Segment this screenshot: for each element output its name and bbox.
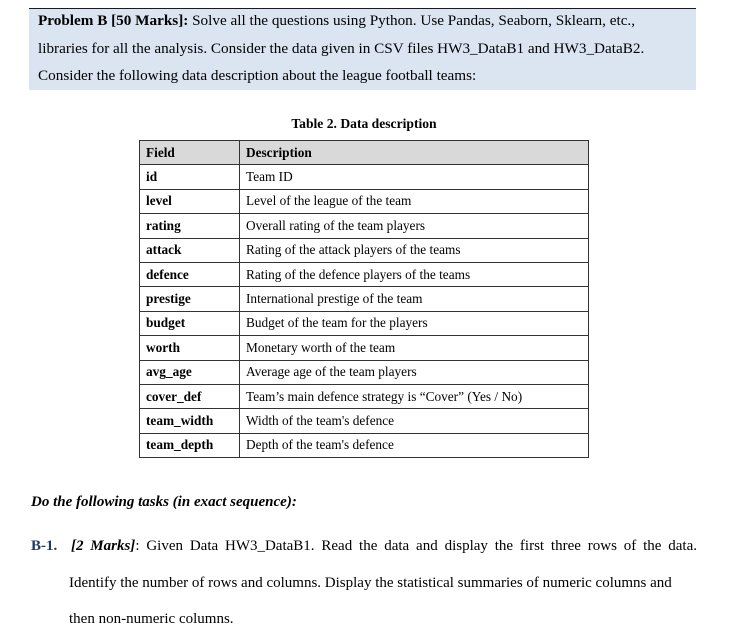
task-b1-marks: [2 Marks] (70, 538, 136, 554)
table-row (140, 287, 589, 311)
task-b1-label: B-1. (31, 538, 58, 554)
table-row (140, 189, 589, 213)
table-row (140, 336, 589, 360)
table-row (140, 409, 589, 433)
table-row (140, 214, 589, 238)
field-cell: id (140, 165, 240, 189)
description-cell: Team ID (240, 165, 589, 189)
field-cell: defence (140, 262, 240, 286)
problem-label: Problem B [50 Marks]: (38, 12, 189, 29)
table-header-row (140, 141, 589, 165)
problem-line-1: Problem B [50 Marks]: Solve all the questions using Python. Use Pandas, Seaborn, Sklearn, etc., (38, 12, 636, 29)
task-b1-line-2: Identify the number of rows and columns. Display the statistical summaries of numeric columns and (69, 574, 672, 591)
description-cell: Team’s main defence strategy is “Cover” (Yes / No) (240, 384, 589, 408)
description-cell: Average age of the team players (240, 360, 589, 384)
task-b1-line-3: then non-numeric columns. (69, 611, 234, 627)
field-cell: avg_age (140, 360, 240, 384)
problem-line-3: Consider the following data description about the league football teams: (38, 67, 477, 84)
field-cell: level (140, 189, 240, 213)
table-row (140, 360, 589, 384)
description-cell: Depth of the team's defence (240, 433, 589, 457)
header-description: Description (240, 141, 589, 165)
description-cell: Level of the league of the team (240, 189, 589, 213)
table-row (140, 311, 589, 335)
field-cell: attack (140, 238, 240, 262)
description-cell: Width of the team's defence (240, 409, 589, 433)
description-cell: Overall rating of the team players (240, 214, 589, 238)
table-row (140, 433, 589, 457)
field-cell: team_width (140, 409, 240, 433)
table-row (140, 384, 589, 408)
description-cell: Budget of the team for the players (240, 311, 589, 335)
data-description-table (139, 140, 589, 458)
table-row (140, 165, 589, 189)
field-cell: rating (140, 214, 240, 238)
tasks-heading: Do the following tasks (in exact sequence): (31, 494, 297, 510)
task-b1-line-1: B-1. [2 Marks]: Given Data HW3_DataB1. Read the data and display the first three rows of the data. (31, 538, 697, 554)
header-field: Field (140, 141, 240, 165)
table-row (140, 262, 589, 286)
table-row (140, 238, 589, 262)
problem-statement (38, 7, 698, 90)
field-cell: worth (140, 336, 240, 360)
field-cell: prestige (140, 287, 240, 311)
description-cell: International prestige of the team (240, 287, 589, 311)
field-cell: cover_def (140, 384, 240, 408)
task-b1 (31, 528, 697, 638)
description-cell: Rating of the defence players of the teams (240, 262, 589, 286)
description-cell: Monetary worth of the team (240, 336, 589, 360)
description-cell: Rating of the attack players of the teams (240, 238, 589, 262)
problem-line-2: libraries for all the analysis. Consider the data given in CSV files HW3_DataB1 and HW3_DataB2. (38, 39, 645, 57)
field-cell: budget (140, 311, 240, 335)
field-cell: team_depth (140, 433, 240, 457)
table-caption: Table 2. Data description (291, 116, 437, 131)
